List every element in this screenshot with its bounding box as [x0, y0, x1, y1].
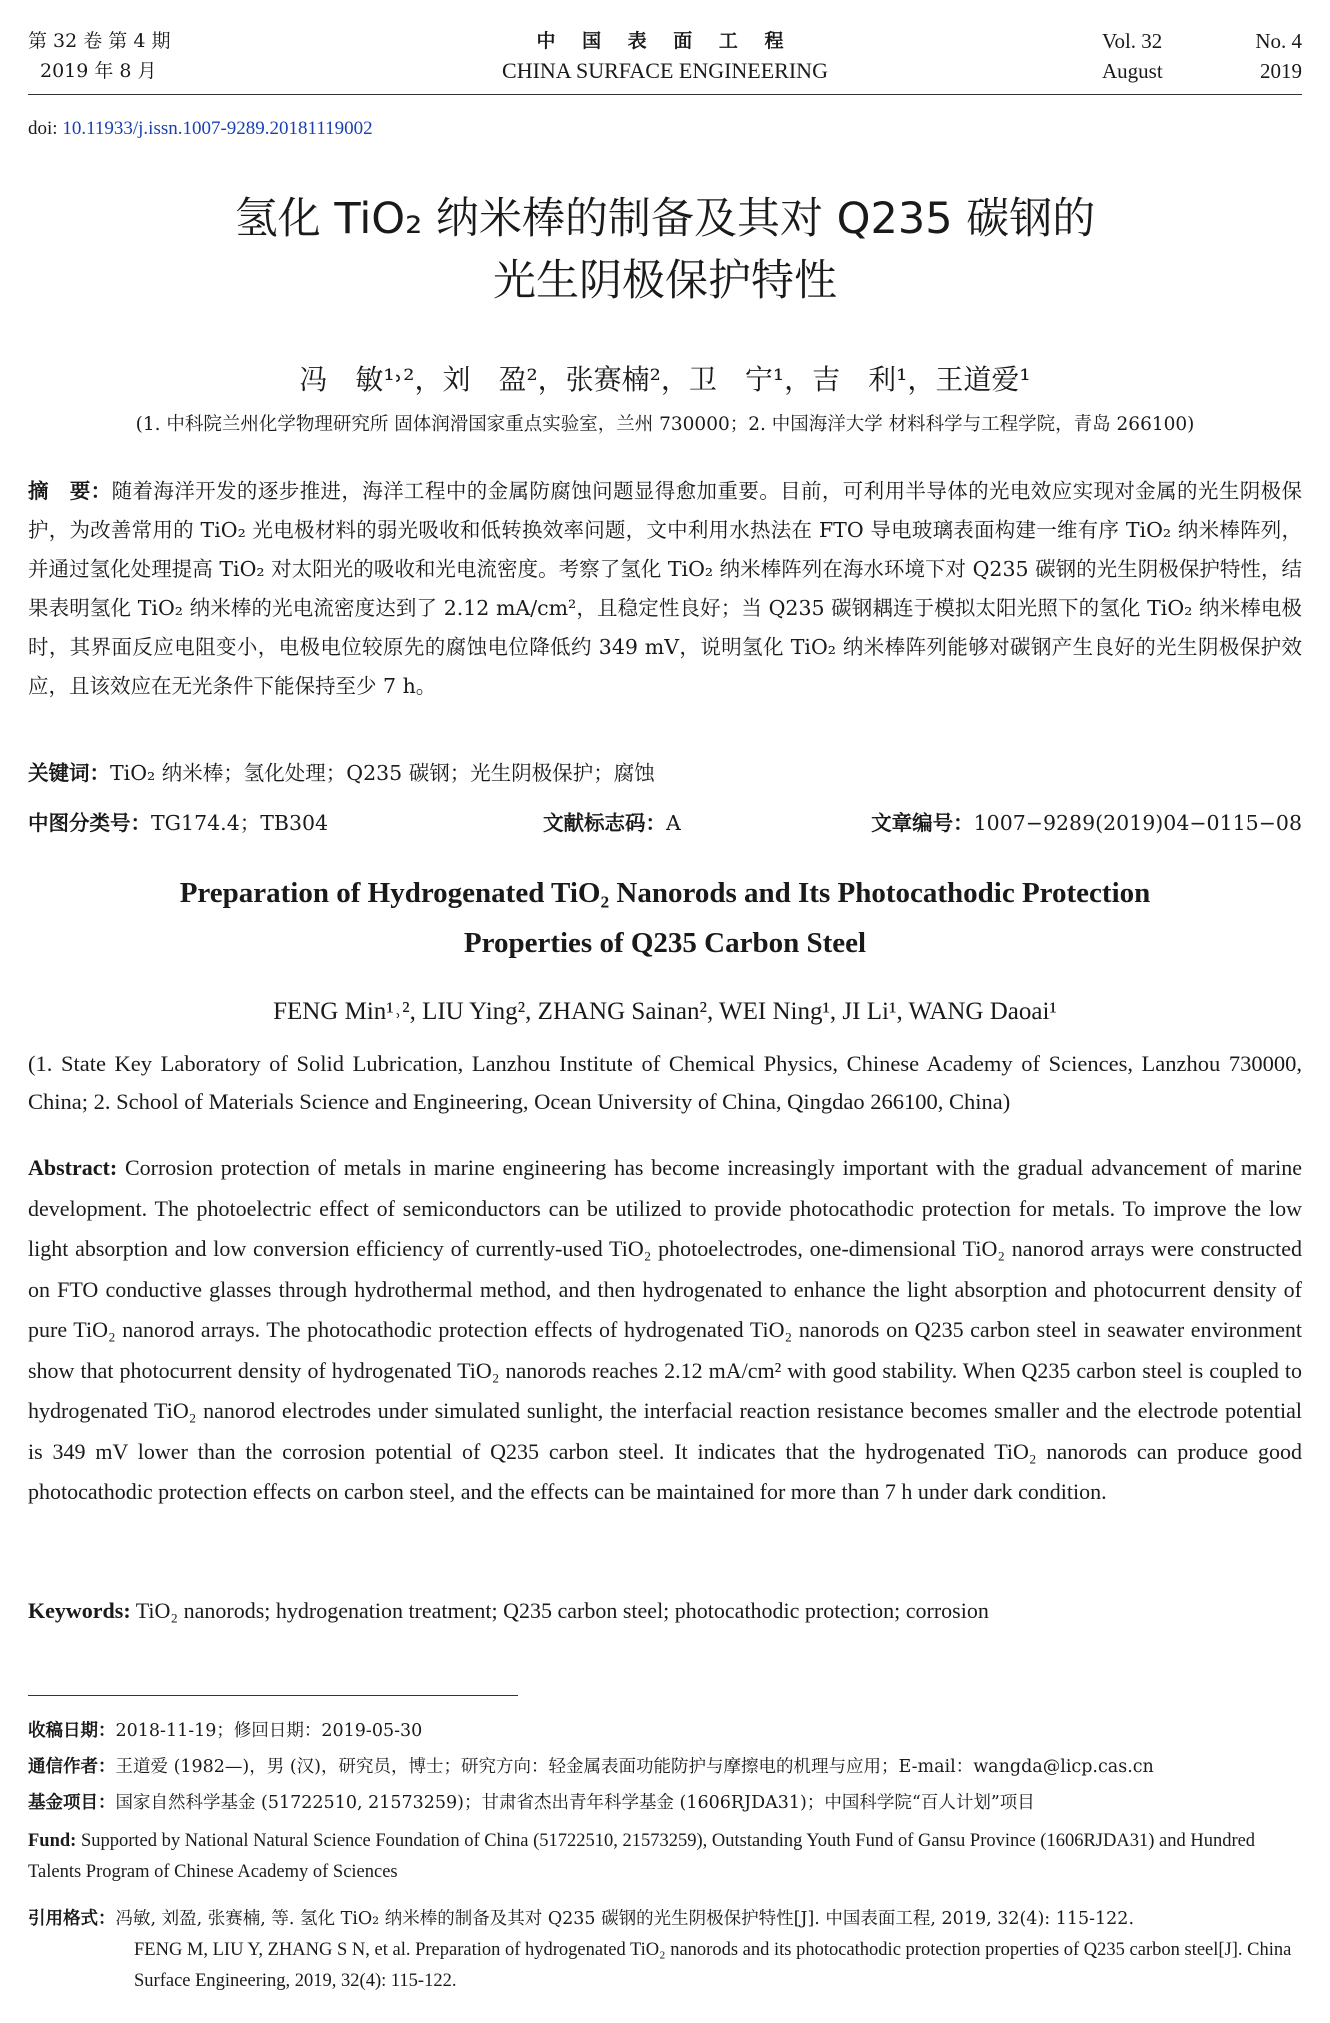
- cite-en: FENG M, LIU Y, ZHANG S N, et al. Preparation of hydrogenated TiO₂ nanorods and its photocathodic protection properties of Q235 carbon steel[J]. China Surface Engineering, 2019, 32(4): 115-122.: [134, 1940, 1292, 1991]
- header-right: [1102, 26, 1302, 86]
- title-cn: [0, 188, 1330, 312]
- corr-text: 王道爱 (1982—)，男 (汉)，研究员，博士；研究方向：轻金属表面功能防护与摩擦电的机理与应用；E-mail：wangda@licp.cas.cn: [115, 1757, 1154, 1777]
- issue-en: No. 4: [1255, 29, 1302, 53]
- abstract-en-text: Corrosion protection of metals in marine engineering has become increasingly important with the gradual advancement of marine development. The photoelectric effect of semiconductors can be utilized to provide photocathodic protection for metals. To improve the low light absorption and low conversion efficiency of currently-used TiO₂ photoelectrodes, one-dimensional TiO₂ nanorod arrays were constructed on FTO conductive glasses through hydrothermal method, and then hydrogenated to enhance the light absorption and photocurrent density of pure TiO₂ nanorod arrays. The photocathodic protection effects of hydrogenated TiO₂ nanorods on Q235 carbon steel in seawater environment show that photocurrent density of hydrogenated TiO₂ nanorods reaches 2.12 mA/cm² with good stability. When Q235 carbon steel is coupled to hydrogenated TiO₂ nanorod electrodes under simulated sunlight, the interfacial reaction resistance becomes smaller and the electrode potential is 349 mV lower than the corrosion potential of Q235 carbon steel. It indicates that the hydrogenated TiO₂ nanorods can produce good photocathodic protection effects on carbon steel, and the effects can be maintained for more than 7 h under dark condition.: [28, 1155, 1303, 1504]
- footnote-corresponding: [28, 1752, 1302, 1783]
- fund-en-label: Fund:: [28, 1831, 77, 1851]
- article-number: [871, 806, 1302, 836]
- keywords-cn-text: TiO₂ 纳米棒；氢化处理；Q235 碳钢；光生阴极保护；腐蚀: [110, 761, 655, 785]
- clc-value: TG174.4；TB304: [151, 811, 329, 835]
- authors-cn: 冯 敏¹˒²，刘 盈²，张赛楠²，卫 宁¹，吉 利¹，王道爱¹: [299, 363, 1031, 396]
- abstract-en-label: Abstract:: [28, 1155, 118, 1180]
- doc-code-label: 文献标志码：: [543, 811, 666, 835]
- title-en-line1: Preparation of Hydrogenated TiO₂ Nanorods and Its Photocathodic Protection: [179, 877, 1151, 909]
- journal-name-cn: 中 国 表 面 工 程: [536, 30, 794, 52]
- received-text: 2018-11-19；修回日期：2019-05-30: [115, 1721, 423, 1741]
- document-code: [543, 806, 681, 836]
- doi-line: [28, 118, 373, 140]
- date-cn: 2019 年 8 月: [40, 60, 157, 82]
- keywords-en: [28, 1598, 1302, 1624]
- volume-en: Vol. 32: [1102, 29, 1163, 53]
- keywords-en-label: Keywords:: [28, 1598, 131, 1623]
- month-en: August: [1102, 59, 1163, 83]
- doc-code-value: A: [666, 811, 681, 835]
- abstract-en: [28, 1148, 1302, 1513]
- cite-cn: 冯敏, 刘盈, 张赛楠, 等. 氢化 TiO₂ 纳米棒的制备及其对 Q235 碳钢的光生阴极保护特性[J]. 中国表面工程, 2019, 32(4): 115-122.: [115, 1909, 1135, 1929]
- footnote-fund-en: [28, 1826, 1302, 1888]
- keywords-cn-label: 关键词：: [28, 761, 110, 785]
- footnote-received: [28, 1716, 1302, 1747]
- title-en-line2: Properties of Q235 Carbon Steel: [463, 927, 867, 959]
- abstract-cn: [28, 472, 1302, 706]
- journal-name-en: CHINA SURFACE ENGINEERING: [502, 58, 828, 83]
- title-en: [0, 868, 1330, 968]
- year-en: 2019: [1260, 59, 1302, 83]
- affiliation-cn: (1. 中科院兰州化学物理研究所 固体润滑国家重点实验室，兰州 730000；2. 中国海洋大学 材料科学与工程学院，青岛 266100): [135, 414, 1195, 435]
- doi-link[interactable]: 10.11933/j.issn.1007-9289.20181119002: [62, 118, 373, 139]
- article-number-value: 1007−9289(2019)04−0115−08: [973, 811, 1302, 835]
- affiliation-en: (1. State Key Laboratory of Solid Lubrication, Lanzhou Institute of Chemical Physics, Chinese Academy of Sciences, Lanzhou 730000, China; 2. School of Materials Science and Engineering, Ocean University of China, Qingdao 266100, China): [28, 1051, 1302, 1114]
- footnote-divider: [28, 1695, 518, 1696]
- title-cn-line2: 光生阴极保护特性: [493, 256, 837, 306]
- fund-en-text: Supported by National Natural Science Foundation of China (51722510, 21573259), Outstanding Youth Fund of Gansu Province (1606RJDA31) and Hundred Talents Program of Chinese Academy of Sciences: [28, 1831, 1256, 1882]
- running-header: [28, 26, 1302, 96]
- received-label: 收稿日期：: [28, 1721, 116, 1741]
- keywords-cn: [28, 756, 1302, 786]
- keywords-en-text: TiO₂ nanorods; hydrogenation treatment; Q235 carbon steel; photocathodic protection; corrosion: [135, 1598, 989, 1623]
- clc-number: [28, 806, 328, 836]
- volume-issue-cn: 第 32 卷 第 4 期: [28, 30, 171, 52]
- abstract-cn-text: 随着海洋开发的逐步推进，海洋工程中的金属防腐蚀问题显得愈加重要。目前，可利用半导体的光电效应实现对金属的光生阴极保护，为改善常用的 TiO₂ 光电极材料的弱光吸收和低转换效率问题，文中利用水热法在 FTO 导电玻璃表面构建一维有序 TiO₂ 纳米棒阵列，并通过氢化处理提高 TiO₂ 对太阳光的吸收和光电流密度。考察了氢化 TiO₂ 纳米棒阵列在海水环境下对 Q235 碳钢的光生阴极保护特性，结果表明氢化 TiO₂ 纳米棒的光电流密度达到了 2.12 mA/cm²，且稳定性良好；当 Q235 碳钢耦连于模拟太阳光照下的氢化 TiO₂ 纳米棒电极时，其界面反应电阻变小，电极电位较原先的腐蚀电位降低约 349 mV，说明氢化 TiO₂ 纳米棒阵列能够对碳钢产生良好的光生阴极保护效应，且该效应在无光条件下能保持至少 7 h。: [28, 479, 1303, 698]
- header-divider: [28, 94, 1302, 95]
- authors-en: FENG Min¹˒², LIU Ying², ZHANG Sainan², WEI Ning¹, JI Li¹, WANG Daoai¹: [273, 998, 1057, 1025]
- corr-label: 通信作者：: [28, 1757, 116, 1777]
- title-cn-line1: 氢化 TiO₂ 纳米棒的制备及其对 Q235 碳钢的: [234, 194, 1096, 244]
- footnote-citation: [28, 1904, 1302, 1997]
- fund-cn-text: 国家自然科学基金 (51722510, 21573259)；甘肃省杰出青年科学基金 (1606RJDA31)；中国科学院“百人计划”项目: [115, 1793, 1035, 1813]
- clc-label: 中图分类号：: [28, 811, 151, 835]
- abstract-cn-label: 摘 要：: [28, 479, 112, 503]
- footnote-fund-cn: [28, 1788, 1302, 1819]
- cite-label: 引用格式：: [28, 1909, 116, 1929]
- doi-label: doi:: [28, 118, 58, 139]
- article-number-label: 文章编号：: [871, 811, 974, 835]
- fund-cn-label: 基金项目：: [28, 1793, 116, 1813]
